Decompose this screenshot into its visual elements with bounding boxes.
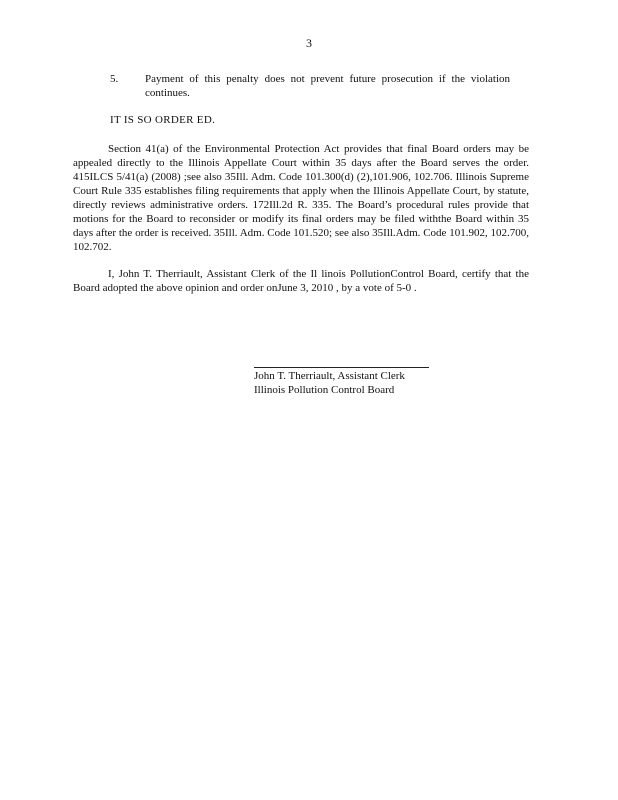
order-statement: IT IS SO ORDER ED. [110, 114, 216, 126]
certification-paragraph [73, 267, 529, 295]
signature-block [254, 369, 405, 397]
appeal-paragraph-text: Section 41(a) of the Environmental Protection Act provides that final Board orders may be appealed directly to the Illinois Appellate Court within 35 days after the Board serves the order. 415ILCS 5/41(a) (2008) ;see also 35Ill. Adm. Code 101.300(d) (2),101.906, 102.706. Illinois Supreme Court Rule 335 establishes filing requirements that apply when the Illinois Appellate Court, by statute, directly reviews administrative orders. 172Ill.2d R. 335. The Board’s procedural rules provide that motions for the Board to reconsider or modify its final orders may be filed withthe Board within 35 days after the order is received. 35Ill. Adm. Code 101.520; see also 35Ill.Adm. Code 101.902, 102.700, 102.702. [73, 143, 529, 253]
signature-line [254, 367, 429, 368]
certification-paragraph-text: I, John T. Therriault, Assistant Clerk of the Il linois PollutionControl Board, certify that the Board adopted the above opinion and order onJune 3, 2010 , by a vote of 5-0 . [73, 268, 529, 294]
signatory-name-title: John T. Therriault, Assistant Clerk [254, 370, 405, 382]
page-number: 3 [306, 36, 312, 50]
appeal-paragraph [73, 142, 529, 254]
signatory-organization: Illinois Pollution Control Board [254, 384, 395, 396]
item-number: 5. [110, 73, 119, 85]
item-text: Payment of this penalty does not prevent future prosecution if the violation continues. [145, 73, 510, 99]
